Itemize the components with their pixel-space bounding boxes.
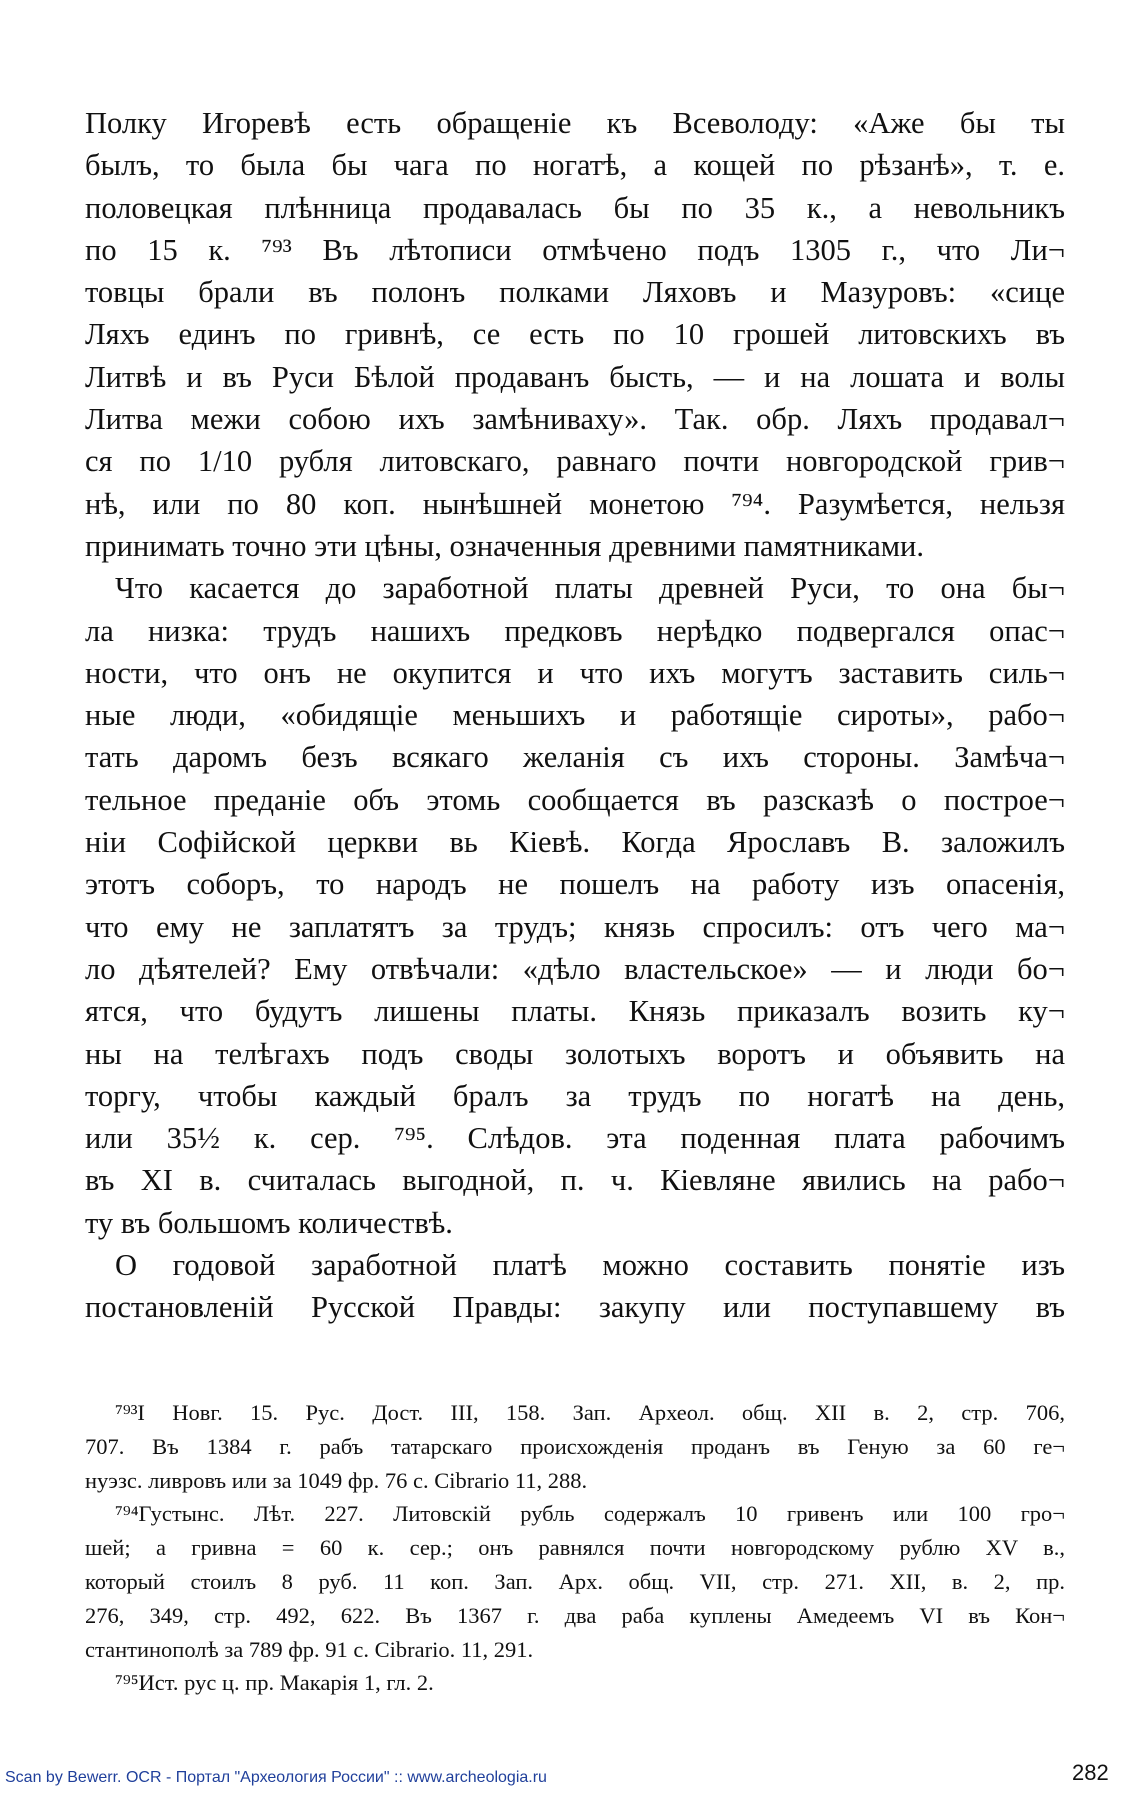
text-line: ятся, что будутъ лишены платы. Князь приказалъ возить ку¬	[85, 994, 1065, 1029]
footnote-line: стантинополѣ за 789 фр. 91 с. Cibrario. 11, 291.	[85, 1636, 534, 1662]
text-line: Литвѣ и въ Руси Бѣлой продаванъ бысть, — и на лошата и волы	[85, 359, 1065, 394]
text-line: принимать точно эти цѣны, означенныя древними памятниками.	[85, 528, 924, 563]
footnote-line: 276, 349, стр. 492, 622. Въ 1367 г. два раба куплены Амедеемъ VI въ Кон¬	[85, 1602, 1065, 1628]
text-line: ло дѣятелей? Ему отвѣчали: «дѣло властельское» — и люди бо¬	[85, 951, 1065, 986]
text-line: ся по 1/10 рубля литовскаго, равнаго почти новгородской грив¬	[85, 444, 1065, 479]
text-line: что ему не заплатятъ за трудъ; князь спросилъ: отъ чего ма¬	[85, 909, 1065, 944]
footnote-line: ⁷⁹⁴Густынс. Лѣт. 227. Литовскій рубль содержалъ 10 гривенъ или 100 гро¬	[115, 1501, 1065, 1527]
footnote-line: нуэзс. ливровъ или за 1049 фр. 76 с. Cibrario 11, 288.	[85, 1467, 588, 1493]
page-number: 282	[1072, 1760, 1109, 1785]
text-line: тельное преданіе объ этомь сообщается въ разсказѣ о построе¬	[85, 782, 1065, 817]
scan-credit: Scan by Bewerr. OCR - Портал "Археология России" :: www.archeologia.ru	[5, 1769, 547, 1786]
text-line: этотъ соборъ, то народъ не пошелъ на работу изъ опасенія,	[85, 867, 1065, 902]
text-line: ніи Софійской церкви вь Кіевѣ. Когда Ярославъ В. заложилъ	[85, 825, 1065, 860]
footnote-line: который стоилъ 8 руб. 11 коп. Зап. Арх. общ. VII, стр. 271. XII, в. 2, пр.	[85, 1568, 1065, 1594]
text-line: половецкая плѣнница продавалась бы по 35 к., а невольникъ	[85, 190, 1065, 225]
text-line: нѣ, или по 80 коп. нынѣшней монетою ⁷⁹⁴. Разумѣется, нельзя	[85, 486, 1065, 521]
text-line: Ляхъ единъ по гривнѣ, се есть по 10 грошей литовскихъ въ	[85, 317, 1065, 352]
text-line: ны на телѣгахъ подъ своды золотыхъ воротъ и объявить на	[85, 1036, 1065, 1071]
text-line: товцы брали въ полонъ полками Ляховъ и Мазуровъ: «сице	[85, 275, 1065, 310]
text-line: по 15 к. ⁷⁹³ Въ лѣтописи отмѣчено подъ 1305 г., что Ли¬	[85, 232, 1065, 267]
text-line: въ XI в. считалась выгодной, п. ч. Кіевляне явились на рабо¬	[85, 1163, 1065, 1198]
text-line: былъ, то была бы чага по ногатѣ, а кощей по рѣзанѣ», т. е.	[85, 148, 1065, 183]
main-text	[85, 102, 1065, 1329]
text-line: ные люди, «обидящіе меньшихъ и работящіе сироты», рабо¬	[85, 698, 1065, 733]
text-line: ла низка: трудъ нашихъ предковъ нерѣдко подвергался опас¬	[85, 613, 1065, 648]
text-line: О годовой заработной платѣ можно составить понятіе изъ	[115, 1248, 1065, 1283]
text-line: постановленій Русской Правды: закупу или поступавшему въ	[85, 1290, 1065, 1325]
footnotes	[85, 1396, 1065, 1700]
footnote-line: ⁷⁹³I Новг. 15. Рус. Дост. III, 158. Зап. Археол. общ. XII в. 2, стр. 706,	[115, 1400, 1065, 1425]
text-line: торгу, чтобы каждый бралъ за трудъ по ногатѣ на день,	[85, 1078, 1065, 1113]
footnote-line: шей; а гривна = 60 к. сер.; онъ равнялся почти новгородскому рублю XV в.,	[85, 1535, 1065, 1561]
footnote-line: 707. Въ 1384 г. рабъ татарскаго происхожденія проданъ въ Геную за 60 ге¬	[85, 1433, 1065, 1459]
text-line: Что касается до заработной платы древней Руси, то она бы¬	[115, 571, 1065, 606]
text-line: Полку Игоревѣ есть обращеніе къ Всеволоду: «Аже бы ты	[85, 106, 1065, 140]
footnote-line: ⁷⁹⁵Ист. рус ц. пр. Макарія 1, гл. 2.	[115, 1670, 434, 1696]
text-line: или 35½ к. сер. ⁷⁹⁵. Слѣдов. эта поденная плата рабочимъ	[85, 1121, 1065, 1156]
text-line: Литва межи собою ихъ замѣниваху». Так. обр. Ляхъ продавал¬	[85, 402, 1065, 437]
text-line: ности, что онъ не окупится и что ихъ могутъ заставить силь¬	[85, 655, 1065, 690]
text-line: ту въ большомъ количествѣ.	[85, 1205, 453, 1240]
text-line: тать даромъ безъ всякаго желанія съ ихъ стороны. Замѣча¬	[85, 740, 1065, 775]
